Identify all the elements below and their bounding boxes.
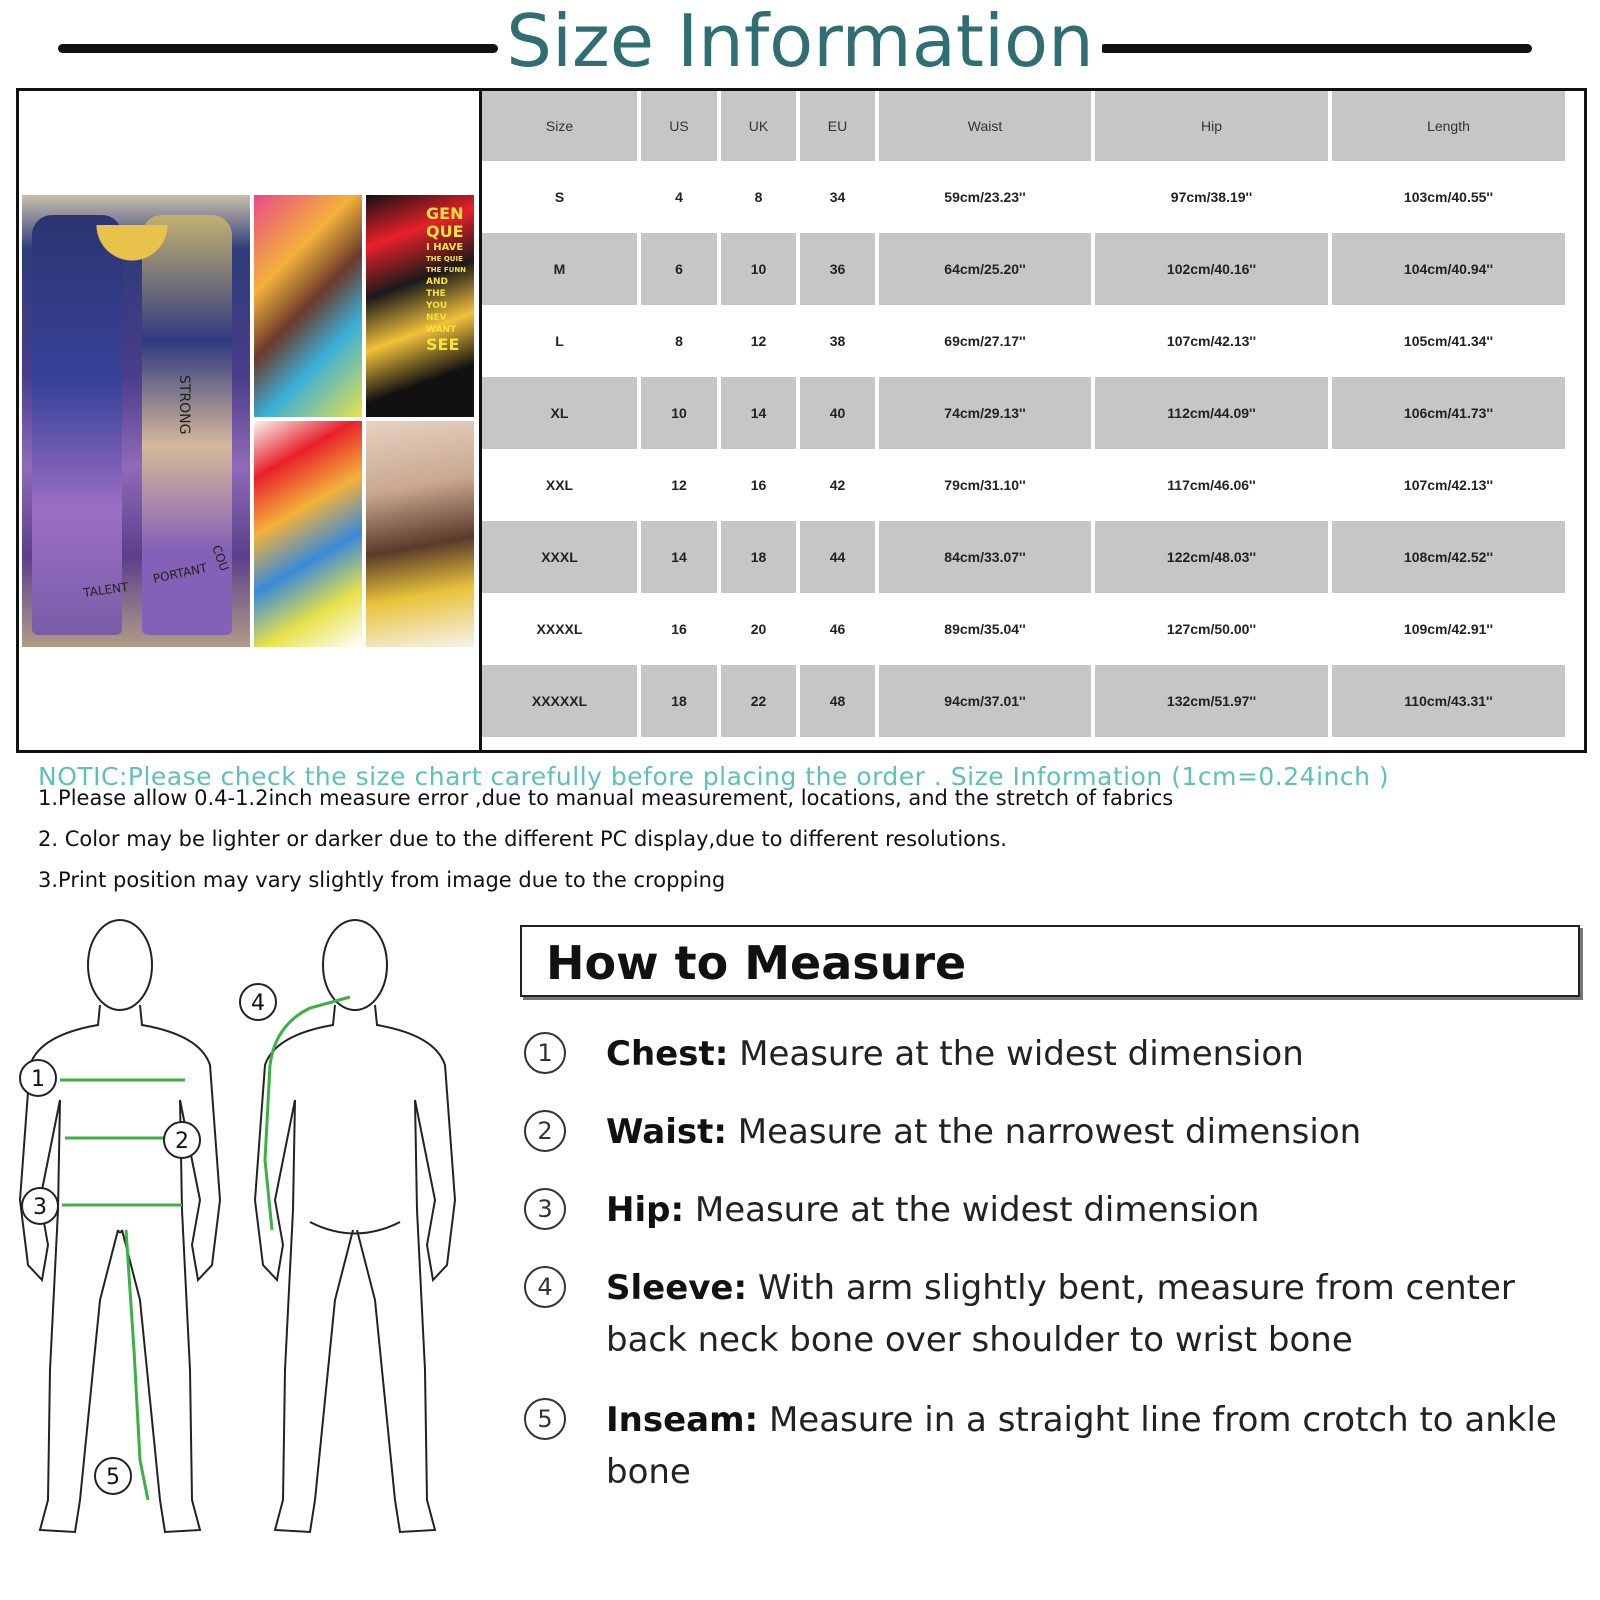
how-to-measure-title: How to Measure xyxy=(546,936,967,990)
table-cell: 69cm/27.17'' xyxy=(879,305,1091,377)
how-to-measure-header xyxy=(520,925,1580,997)
table-cell: 20 xyxy=(721,593,796,665)
print-text-talent: TALENT xyxy=(82,579,130,600)
step-label: Sleeve: xyxy=(606,1268,748,1308)
table-cell: 10 xyxy=(641,377,717,449)
measurement-figure xyxy=(0,900,500,1600)
product-photo xyxy=(22,195,474,647)
step-number: 3 xyxy=(524,1188,566,1230)
pants-photo-2 xyxy=(254,195,362,417)
table-cell: 34 xyxy=(800,161,875,233)
table-cell: 44 xyxy=(800,521,875,593)
marker-1: 1 xyxy=(31,1067,45,1092)
table-row xyxy=(482,665,1565,737)
table-cell: 36 xyxy=(800,233,875,305)
front-body-outline xyxy=(20,920,220,1532)
notice-text: NOTIC:Please check the size chart carefully before placing the order . Size Information (1cm=0.24inch ) xyxy=(38,762,1390,791)
table-row xyxy=(482,593,1565,665)
inseam-line xyxy=(126,1230,148,1500)
notice-item-1: 1.Please allow 0.4-1.2inch measure error ,due to manual measurement, locations, and the stretch of fabrics xyxy=(38,786,1174,810)
pants-photo-3 xyxy=(366,195,474,417)
print-text-cou: COU xyxy=(209,543,232,574)
step-label: Hip: xyxy=(606,1190,685,1230)
print-text-que: QUE xyxy=(426,222,464,241)
print-text-ihave: I HAVE xyxy=(426,242,464,253)
table-cell: 46 xyxy=(800,593,875,665)
column-header: Waist xyxy=(879,91,1091,161)
step-text xyxy=(606,1106,1586,1158)
table-header-row xyxy=(482,91,1565,161)
marker-4: 4 xyxy=(251,991,265,1016)
table-cell: 64cm/25.20'' xyxy=(879,233,1091,305)
print-text-strong: STRONG xyxy=(176,375,192,435)
step-description: Measure in a straight line from crotch to ankle bone xyxy=(606,1400,1557,1492)
column-header: Hip xyxy=(1095,91,1328,161)
table-cell: 38 xyxy=(800,305,875,377)
pants-photo-main xyxy=(22,195,250,647)
measure-lines xyxy=(60,997,350,1500)
step-description: Measure at the narrowest dimension xyxy=(737,1112,1362,1152)
table-cell: 84cm/33.07'' xyxy=(879,521,1091,593)
step-number: 1 xyxy=(524,1032,566,1074)
table-row xyxy=(482,377,1565,449)
step-label: Waist: xyxy=(606,1112,727,1152)
step-number: 4 xyxy=(524,1266,566,1308)
pants-photo-5 xyxy=(366,421,474,647)
notice-item-2: 2. Color may be lighter or darker due to the different PC display,due to different resolutions. xyxy=(38,827,1007,851)
table-row xyxy=(482,449,1565,521)
table-cell: L xyxy=(482,305,637,377)
size-chart xyxy=(16,88,1587,753)
table-cell: 12 xyxy=(721,305,796,377)
table-cell: 107cm/42.13'' xyxy=(1095,305,1328,377)
size-table xyxy=(478,91,1569,737)
table-cell: 132cm/51.97'' xyxy=(1095,665,1328,737)
column-header: UK xyxy=(721,91,796,161)
table-cell: XL xyxy=(482,377,637,449)
step-description: Measure at the widest dimension xyxy=(694,1190,1260,1230)
marker-3: 3 xyxy=(33,1195,47,1220)
table-cell: 40 xyxy=(800,377,875,449)
notice-item-3: 3.Print position may vary slightly from image due to the cropping xyxy=(38,868,726,892)
step-label: Chest: xyxy=(606,1034,729,1074)
page-title: Size Information xyxy=(0,0,1600,86)
table-cell: XXXXXL xyxy=(482,665,637,737)
step-label: Inseam: xyxy=(606,1400,759,1440)
table-cell: 14 xyxy=(721,377,796,449)
step-text xyxy=(606,1262,1586,1366)
table-cell: 79cm/31.10'' xyxy=(879,449,1091,521)
print-text-andthe: AND THE xyxy=(426,277,448,299)
table-cell: 112cm/44.09'' xyxy=(1095,377,1328,449)
table-cell: 108cm/42.52'' xyxy=(1332,521,1565,593)
marker-group xyxy=(20,984,276,1494)
table-cell: XXL xyxy=(482,449,637,521)
column-header: Size xyxy=(482,91,637,161)
table-cell: 107cm/42.13'' xyxy=(1332,449,1565,521)
table-row xyxy=(482,233,1565,305)
table-cell: XXXXL xyxy=(482,593,637,665)
table-cell: 110cm/43.31'' xyxy=(1332,665,1565,737)
column-header: Length xyxy=(1332,91,1565,161)
step-description: With arm slightly bent, measure from center back neck bone over shoulder to wrist bone xyxy=(606,1268,1515,1360)
print-text-younev: YOU NEV xyxy=(426,301,448,323)
table-cell: 12 xyxy=(641,449,717,521)
product-photo-area xyxy=(19,91,482,750)
print-text-see: SEE xyxy=(426,335,460,354)
table-cell: M xyxy=(482,233,637,305)
table-row xyxy=(482,305,1565,377)
pants-photo-4 xyxy=(254,421,362,647)
table-cell: 18 xyxy=(721,521,796,593)
step-number: 2 xyxy=(524,1110,566,1152)
table-cell: 10 xyxy=(721,233,796,305)
column-header: US xyxy=(641,91,717,161)
table-cell: 42 xyxy=(800,449,875,521)
table-cell: 74cm/29.13'' xyxy=(879,377,1091,449)
table-cell: 127cm/50.00'' xyxy=(1095,593,1328,665)
table-cell: 16 xyxy=(721,449,796,521)
table-cell: 48 xyxy=(800,665,875,737)
marker-5: 5 xyxy=(106,1465,120,1490)
table-cell: XXXL xyxy=(482,521,637,593)
step-text xyxy=(606,1184,1586,1236)
table-row xyxy=(482,521,1565,593)
back-body-outline xyxy=(255,920,455,1532)
marker-2: 2 xyxy=(175,1129,189,1154)
table-cell: 8 xyxy=(641,305,717,377)
table-cell: 14 xyxy=(641,521,717,593)
table-cell: 8 xyxy=(721,161,796,233)
table-cell: 102cm/40.16'' xyxy=(1095,233,1328,305)
table-cell: 117cm/46.06'' xyxy=(1095,449,1328,521)
print-text-block xyxy=(426,205,470,354)
table-cell: 103cm/40.55'' xyxy=(1332,161,1565,233)
print-text-thefunn: THE FUNN xyxy=(426,266,467,274)
table-cell: 59cm/23.23'' xyxy=(879,161,1091,233)
table-row xyxy=(482,161,1565,233)
table-cell: 16 xyxy=(641,593,717,665)
print-text-thequie: THE QUIE xyxy=(426,255,463,263)
table-cell: 105cm/41.34'' xyxy=(1332,305,1565,377)
table-cell: 4 xyxy=(641,161,717,233)
table-cell: 89cm/35.04'' xyxy=(879,593,1091,665)
step-text xyxy=(606,1028,1586,1080)
print-text-portant: PORTANT xyxy=(151,560,209,586)
table-cell: 22 xyxy=(721,665,796,737)
table-cell: 6 xyxy=(641,233,717,305)
table-cell: 18 xyxy=(641,665,717,737)
print-text-gen: GEN xyxy=(426,204,464,223)
step-number: 5 xyxy=(524,1398,566,1440)
title-banner xyxy=(0,0,1600,86)
print-text-layer xyxy=(22,195,250,647)
table-cell: 104cm/40.94'' xyxy=(1332,233,1565,305)
print-text-want: WANT xyxy=(426,325,457,335)
step-description: Measure at the widest dimension xyxy=(739,1034,1304,1074)
table-cell: 109cm/42.91'' xyxy=(1332,593,1565,665)
table-cell: 94cm/37.01'' xyxy=(879,665,1091,737)
column-header: EU xyxy=(800,91,875,161)
step-text xyxy=(606,1394,1586,1498)
table-cell: 106cm/41.73'' xyxy=(1332,377,1565,449)
table-cell: 122cm/48.03'' xyxy=(1095,521,1328,593)
table-cell: 97cm/38.19'' xyxy=(1095,161,1328,233)
table-cell: S xyxy=(482,161,637,233)
